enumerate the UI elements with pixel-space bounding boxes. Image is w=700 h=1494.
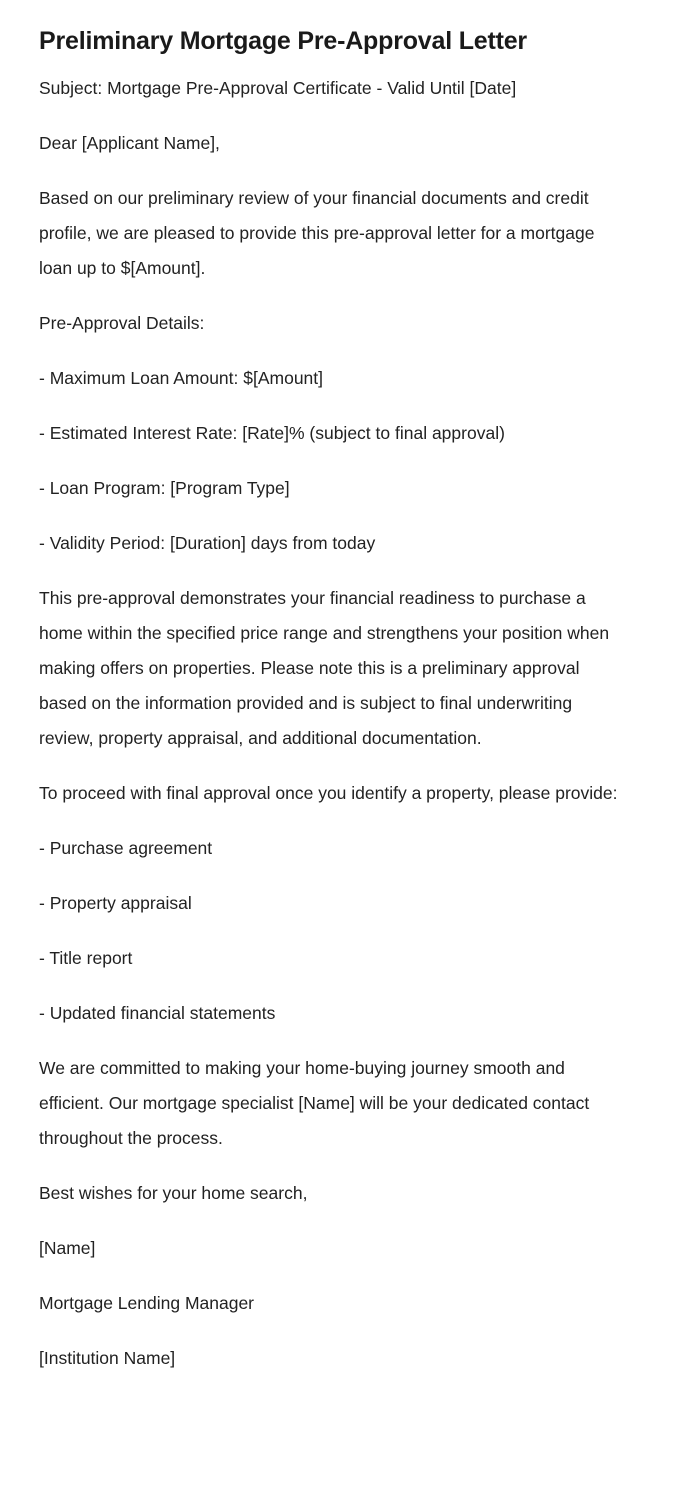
closing-line: Best wishes for your home search, xyxy=(39,1183,308,1204)
list-item: - Title report xyxy=(39,948,133,969)
salutation: Dear [Applicant Name], xyxy=(39,133,220,154)
list-item: - Validity Period: [Duration] days from today xyxy=(39,533,376,554)
list-item: - Estimated Interest Rate: [Rate]% (subject to final approval) xyxy=(39,423,505,444)
signature-institution: [Institution Name] xyxy=(39,1348,176,1369)
proceed-intro-paragraph: To proceed with final approval once you identify a property, please provide: xyxy=(39,783,618,804)
signature-role: Mortgage Lending Manager xyxy=(39,1293,255,1314)
list-item: - Property appraisal xyxy=(39,893,192,914)
list-item: - Maximum Loan Amount: $[Amount] xyxy=(39,368,324,389)
details-heading: Pre-Approval Details: xyxy=(39,313,205,334)
list-item: - Purchase agreement xyxy=(39,838,213,859)
list-item: - Updated financial statements xyxy=(39,1003,276,1024)
signature-name: [Name] xyxy=(39,1238,96,1259)
subject-line: Subject: Mortgage Pre-Approval Certificate - Valid Until [Date] xyxy=(39,78,517,99)
body-paragraph: This pre-approval demonstrates your financial readiness to purchase a home within the specified price range and strengthens your position when making offers on properties. Please note this is a preliminary approval based on the information provided and is subject to final underwriting review, property appraisal, and additional documentation. xyxy=(39,588,610,749)
intro-paragraph: Based on our preliminary review of your financial documents and credit profile, we are pleased to provide this pre-approval letter for a mortgage loan up to $[Amount]. xyxy=(39,188,595,279)
page-title: Preliminary Mortgage Pre-Approval Letter xyxy=(39,27,527,55)
commitment-paragraph: We are committed to making your home-buying journey smooth and efficient. Our mortgage specialist [Name] will be your dedicated contact throughout the process. xyxy=(39,1058,590,1149)
list-item: - Loan Program: [Program Type] xyxy=(39,478,290,499)
